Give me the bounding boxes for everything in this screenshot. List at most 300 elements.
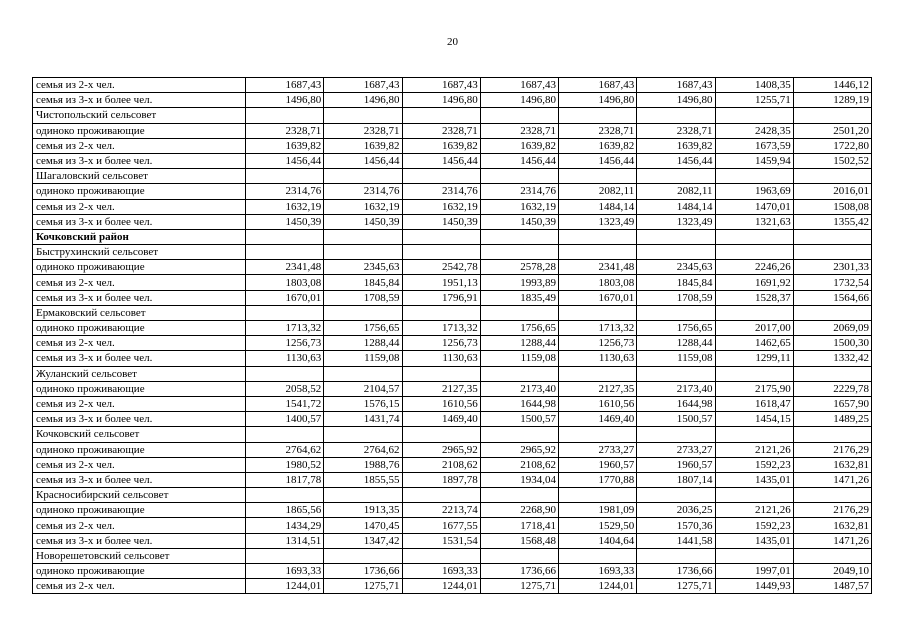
table-cell: 1568,48: [480, 533, 558, 548]
table-cell: 1450,39: [324, 214, 402, 229]
table-cell: [480, 245, 558, 260]
table-cell: 1289,19: [793, 93, 871, 108]
row-label: семья из 2-х чел.: [33, 579, 246, 594]
table-cell: [246, 305, 324, 320]
row-label: Чистопольский сельсовет: [33, 108, 246, 123]
table-cell: 1256,73: [559, 336, 637, 351]
table-cell: 1288,44: [324, 336, 402, 351]
row-label: Ермаковский сельсовет: [33, 305, 246, 320]
table-cell: 1756,65: [480, 321, 558, 336]
table-cell: 1470,01: [715, 199, 793, 214]
table-cell: 1400,57: [246, 412, 324, 427]
table-cell: 1255,71: [715, 93, 793, 108]
table-cell: 1639,82: [480, 138, 558, 153]
table-row: [33, 381, 872, 396]
table-row: [33, 351, 872, 366]
district-header-row: [33, 229, 872, 244]
table-row: [33, 153, 872, 168]
table-cell: [715, 245, 793, 260]
table-cell: 1159,08: [324, 351, 402, 366]
table-cell: [402, 366, 480, 381]
table-cell: 1718,41: [480, 518, 558, 533]
table-cell: [559, 366, 637, 381]
row-label: одиноко проживающие: [33, 564, 246, 579]
table-cell: 2501,20: [793, 123, 871, 138]
table-cell: [559, 108, 637, 123]
table-cell: 2229,78: [793, 381, 871, 396]
table-row: [33, 503, 872, 518]
table-cell: 1639,82: [324, 138, 402, 153]
page-number: 20: [447, 36, 458, 48]
table-cell: [246, 548, 324, 563]
table-cell: 1244,01: [246, 579, 324, 594]
table-cell: 2345,63: [637, 260, 715, 275]
row-label: Красносибирский сельсовет: [33, 488, 246, 503]
table-cell: 1687,43: [324, 78, 402, 93]
table-cell: [637, 229, 715, 244]
row-label: Кочковский район: [33, 229, 246, 244]
table-cell: [559, 427, 637, 442]
table-cell: [480, 229, 558, 244]
table-row: [33, 457, 872, 472]
table-cell: 2328,71: [559, 123, 637, 138]
table-cell: 1496,80: [402, 93, 480, 108]
row-label: Новорешетовский сельсовет: [33, 548, 246, 563]
table-row: [33, 184, 872, 199]
table-cell: 1529,50: [559, 518, 637, 533]
table-cell: [480, 427, 558, 442]
table-cell: 1130,63: [246, 351, 324, 366]
table-cell: 1456,44: [559, 153, 637, 168]
table-cell: 2049,10: [793, 564, 871, 579]
table-cell: 1610,56: [559, 396, 637, 411]
table-cell: 1691,92: [715, 275, 793, 290]
table-row: [33, 123, 872, 138]
row-label: семья из 2-х чел.: [33, 518, 246, 533]
table-cell: 2127,35: [559, 381, 637, 396]
row-label: одиноко проживающие: [33, 381, 246, 396]
table-cell: 1722,80: [793, 138, 871, 153]
table-cell: 1159,08: [480, 351, 558, 366]
table-cell: 1632,19: [246, 199, 324, 214]
table-cell: [402, 548, 480, 563]
table-cell: 2268,90: [480, 503, 558, 518]
table-cell: 2058,52: [246, 381, 324, 396]
table-cell: [324, 427, 402, 442]
row-label: одиноко проживающие: [33, 503, 246, 518]
table-cell: 1865,56: [246, 503, 324, 518]
table-cell: 1471,26: [793, 472, 871, 487]
table-cell: [715, 305, 793, 320]
row-label: Жуланский сельсовет: [33, 366, 246, 381]
row-label: одиноко проживающие: [33, 442, 246, 457]
table-cell: 2314,76: [480, 184, 558, 199]
table-cell: 1434,29: [246, 518, 324, 533]
table-cell: 1913,35: [324, 503, 402, 518]
table-row: [33, 290, 872, 305]
table-cell: 1687,43: [246, 78, 324, 93]
table-cell: [715, 108, 793, 123]
row-label: семья из 2-х чел.: [33, 396, 246, 411]
row-label: семья из 2-х чел.: [33, 138, 246, 153]
table-cell: 1756,65: [324, 321, 402, 336]
table-cell: 2108,62: [402, 457, 480, 472]
table-cell: 1960,57: [559, 457, 637, 472]
table-cell: 1446,12: [793, 78, 871, 93]
table-cell: [324, 488, 402, 503]
table-cell: [793, 427, 871, 442]
table-cell: 1288,44: [480, 336, 558, 351]
table-cell: [246, 488, 324, 503]
table-cell: 2345,63: [324, 260, 402, 275]
table-cell: 2082,11: [559, 184, 637, 199]
row-label: семья из 3-х и более чел.: [33, 214, 246, 229]
table-cell: 1756,65: [637, 321, 715, 336]
table-cell: 2314,76: [246, 184, 324, 199]
table-cell: 1981,09: [559, 503, 637, 518]
table-cell: [480, 366, 558, 381]
table-cell: 1435,01: [715, 472, 793, 487]
table-cell: [637, 366, 715, 381]
table-row: [33, 138, 872, 153]
table-cell: [324, 229, 402, 244]
table-cell: 1657,90: [793, 396, 871, 411]
table-cell: 2173,40: [480, 381, 558, 396]
table-cell: 1441,58: [637, 533, 715, 548]
table-cell: 1670,01: [559, 290, 637, 305]
table-cell: 1487,57: [793, 579, 871, 594]
table-cell: [246, 169, 324, 184]
table-cell: 1450,39: [402, 214, 480, 229]
table-cell: 1275,71: [480, 579, 558, 594]
table-cell: [793, 245, 871, 260]
table-cell: 1639,82: [637, 138, 715, 153]
table-cell: 1687,43: [637, 78, 715, 93]
table-cell: 1960,57: [637, 457, 715, 472]
table-cell: 1489,25: [793, 412, 871, 427]
table-cell: 1347,42: [324, 533, 402, 548]
table-cell: 1449,93: [715, 579, 793, 594]
table-row: [33, 260, 872, 275]
table-cell: [637, 548, 715, 563]
table-cell: [480, 169, 558, 184]
table-cell: 1500,30: [793, 336, 871, 351]
table-cell: 1469,40: [559, 412, 637, 427]
table-cell: 1632,81: [793, 457, 871, 472]
table-cell: 2069,09: [793, 321, 871, 336]
table-cell: 1988,76: [324, 457, 402, 472]
table-cell: 2965,92: [480, 442, 558, 457]
settlement-header-row: [33, 169, 872, 184]
table-cell: [793, 305, 871, 320]
table-body: [33, 78, 872, 594]
table-cell: [402, 305, 480, 320]
table-cell: [793, 488, 871, 503]
row-label: одиноко проживающие: [33, 260, 246, 275]
table-cell: [480, 108, 558, 123]
table-cell: 2036,25: [637, 503, 715, 518]
table-cell: [246, 108, 324, 123]
table-cell: 1508,08: [793, 199, 871, 214]
table-cell: 2017,00: [715, 321, 793, 336]
table-cell: 1713,32: [559, 321, 637, 336]
table-cell: 1500,57: [637, 412, 715, 427]
table-row: [33, 214, 872, 229]
table-cell: 2764,62: [324, 442, 402, 457]
row-label: семья из 3-х и более чел.: [33, 412, 246, 427]
table-row: [33, 275, 872, 290]
table-cell: 1736,66: [480, 564, 558, 579]
table-cell: [637, 108, 715, 123]
table-cell: 1408,35: [715, 78, 793, 93]
row-label: Быструхинский сельсовет: [33, 245, 246, 260]
table-cell: 1618,47: [715, 396, 793, 411]
row-label: семья из 3-х и более чел.: [33, 153, 246, 168]
table-cell: 2764,62: [246, 442, 324, 457]
table-cell: 1502,52: [793, 153, 871, 168]
table-row: [33, 564, 872, 579]
table-cell: 1639,82: [246, 138, 324, 153]
table-cell: [324, 169, 402, 184]
table-cell: [559, 305, 637, 320]
table-cell: [246, 366, 324, 381]
table-cell: [715, 427, 793, 442]
table-cell: 1713,32: [246, 321, 324, 336]
table-cell: 1592,23: [715, 457, 793, 472]
table-cell: 1687,43: [559, 78, 637, 93]
table-cell: 1670,01: [246, 290, 324, 305]
table-cell: 1693,33: [246, 564, 324, 579]
table-row: [33, 396, 872, 411]
table-row: [33, 321, 872, 336]
table-cell: 1435,01: [715, 533, 793, 548]
table-cell: 2314,76: [324, 184, 402, 199]
table-row: [33, 533, 872, 548]
table-cell: 1256,73: [402, 336, 480, 351]
table-cell: [402, 488, 480, 503]
table-cell: 1288,44: [637, 336, 715, 351]
table-cell: 1632,81: [793, 518, 871, 533]
table-cell: [793, 229, 871, 244]
table-cell: 2213,74: [402, 503, 480, 518]
table-cell: 1997,01: [715, 564, 793, 579]
table-cell: 1796,91: [402, 290, 480, 305]
table-cell: 2428,35: [715, 123, 793, 138]
table-cell: [793, 108, 871, 123]
table-cell: 1470,45: [324, 518, 402, 533]
table-cell: [480, 548, 558, 563]
table-cell: 1275,71: [637, 579, 715, 594]
table-cell: [637, 305, 715, 320]
table-cell: [793, 548, 871, 563]
table-cell: 1450,39: [246, 214, 324, 229]
table-row: [33, 518, 872, 533]
table-cell: 1576,15: [324, 396, 402, 411]
table-cell: [246, 245, 324, 260]
table-cell: 2108,62: [480, 457, 558, 472]
settlement-header-row: [33, 305, 872, 320]
table-cell: 1817,78: [246, 472, 324, 487]
table-cell: [324, 305, 402, 320]
table-cell: 1693,33: [402, 564, 480, 579]
settlement-header-row: [33, 366, 872, 381]
table-cell: 1677,55: [402, 518, 480, 533]
table-cell: 1496,80: [324, 93, 402, 108]
table-cell: [559, 229, 637, 244]
table-cell: 2328,71: [324, 123, 402, 138]
table-cell: 1708,59: [637, 290, 715, 305]
row-label: семья из 2-х чел.: [33, 457, 246, 472]
row-label: одиноко проживающие: [33, 184, 246, 199]
table-cell: 2341,48: [559, 260, 637, 275]
row-label: Шагаловский сельсовет: [33, 169, 246, 184]
table-cell: [559, 488, 637, 503]
table-cell: 2176,29: [793, 503, 871, 518]
row-label: семья из 2-х чел.: [33, 336, 246, 351]
table-cell: 1462,65: [715, 336, 793, 351]
row-label: Кочковский сельсовет: [33, 427, 246, 442]
table-cell: [246, 229, 324, 244]
table-cell: 2328,71: [637, 123, 715, 138]
table-cell: [324, 245, 402, 260]
tariff-table: [32, 77, 872, 594]
table-cell: 1456,44: [246, 153, 324, 168]
settlement-header-row: [33, 245, 872, 260]
table-cell: 1736,66: [324, 564, 402, 579]
row-label: семья из 3-х и более чел.: [33, 472, 246, 487]
table-cell: 1484,14: [637, 199, 715, 214]
table-cell: 2341,48: [246, 260, 324, 275]
table-cell: [637, 169, 715, 184]
table-cell: 2328,71: [480, 123, 558, 138]
table-cell: 1673,59: [715, 138, 793, 153]
table-cell: 1456,44: [480, 153, 558, 168]
table-row: [33, 442, 872, 457]
table-cell: 1450,39: [480, 214, 558, 229]
table-cell: 1130,63: [402, 351, 480, 366]
table-cell: 2121,26: [715, 442, 793, 457]
table-cell: 1484,14: [559, 199, 637, 214]
table-cell: [793, 169, 871, 184]
table-cell: [715, 366, 793, 381]
table-cell: 1314,51: [246, 533, 324, 548]
table-cell: 1404,64: [559, 533, 637, 548]
table-cell: 1496,80: [480, 93, 558, 108]
table-cell: 1256,73: [246, 336, 324, 351]
row-label: семья из 2-х чел.: [33, 199, 246, 214]
table-cell: 1321,63: [715, 214, 793, 229]
table-cell: [402, 169, 480, 184]
table-cell: 2104,57: [324, 381, 402, 396]
table-cell: 2965,92: [402, 442, 480, 457]
table-cell: [402, 229, 480, 244]
row-label: семья из 3-х и более чел.: [33, 93, 246, 108]
table-cell: 1855,55: [324, 472, 402, 487]
table-cell: 1332,42: [793, 351, 871, 366]
table-cell: 1897,78: [402, 472, 480, 487]
table-cell: 2314,76: [402, 184, 480, 199]
table-cell: [402, 427, 480, 442]
table-cell: 2176,29: [793, 442, 871, 457]
table-cell: [637, 488, 715, 503]
table-cell: 1159,08: [637, 351, 715, 366]
table-cell: 1531,54: [402, 533, 480, 548]
table-row: [33, 93, 872, 108]
table-cell: 2016,01: [793, 184, 871, 199]
table-cell: 1244,01: [559, 579, 637, 594]
table-cell: [715, 169, 793, 184]
table-cell: 1845,84: [637, 275, 715, 290]
table-cell: 1323,49: [637, 214, 715, 229]
table-cell: [559, 548, 637, 563]
table-cell: 2542,78: [402, 260, 480, 275]
table-cell: 1323,49: [559, 214, 637, 229]
table-cell: 1632,19: [402, 199, 480, 214]
table-cell: 1713,32: [402, 321, 480, 336]
table-cell: 1496,80: [246, 93, 324, 108]
row-label: семья из 3-х и более чел.: [33, 533, 246, 548]
table-cell: 2082,11: [637, 184, 715, 199]
table-cell: 1951,13: [402, 275, 480, 290]
table-cell: [715, 229, 793, 244]
table-cell: 1807,14: [637, 472, 715, 487]
table-cell: 1496,80: [637, 93, 715, 108]
row-label: семья из 2-х чел.: [33, 275, 246, 290]
table-cell: [324, 548, 402, 563]
table-cell: [793, 366, 871, 381]
table-cell: 1803,08: [246, 275, 324, 290]
table-cell: 1963,69: [715, 184, 793, 199]
table-cell: 1456,44: [637, 153, 715, 168]
table-cell: 1471,26: [793, 533, 871, 548]
table-cell: 1570,36: [637, 518, 715, 533]
table-cell: 1693,33: [559, 564, 637, 579]
settlement-header-row: [33, 488, 872, 503]
table-cell: 1355,42: [793, 214, 871, 229]
table-row: [33, 336, 872, 351]
row-label: семья из 2-х чел.: [33, 78, 246, 93]
table-cell: 2328,71: [246, 123, 324, 138]
table-row: [33, 579, 872, 594]
table-cell: 1639,82: [402, 138, 480, 153]
table-row: [33, 78, 872, 93]
table-cell: 1528,37: [715, 290, 793, 305]
table-cell: [715, 488, 793, 503]
table-cell: 1835,49: [480, 290, 558, 305]
table-cell: 1708,59: [324, 290, 402, 305]
settlement-header-row: [33, 427, 872, 442]
table-cell: 1687,43: [480, 78, 558, 93]
table-cell: 2578,28: [480, 260, 558, 275]
table-cell: 1500,57: [480, 412, 558, 427]
table-cell: [559, 169, 637, 184]
table-cell: 1639,82: [559, 138, 637, 153]
table-cell: 2246,26: [715, 260, 793, 275]
row-label: семья из 3-х и более чел.: [33, 290, 246, 305]
table-cell: 2301,33: [793, 260, 871, 275]
table-cell: 2328,71: [402, 123, 480, 138]
table-cell: 1244,01: [402, 579, 480, 594]
table-cell: 2121,26: [715, 503, 793, 518]
table-row: [33, 472, 872, 487]
settlement-header-row: [33, 548, 872, 563]
table-cell: 1770,88: [559, 472, 637, 487]
table-cell: 1687,43: [402, 78, 480, 93]
table-cell: [637, 427, 715, 442]
table-cell: [402, 245, 480, 260]
table-row: [33, 199, 872, 214]
table-cell: 1299,11: [715, 351, 793, 366]
